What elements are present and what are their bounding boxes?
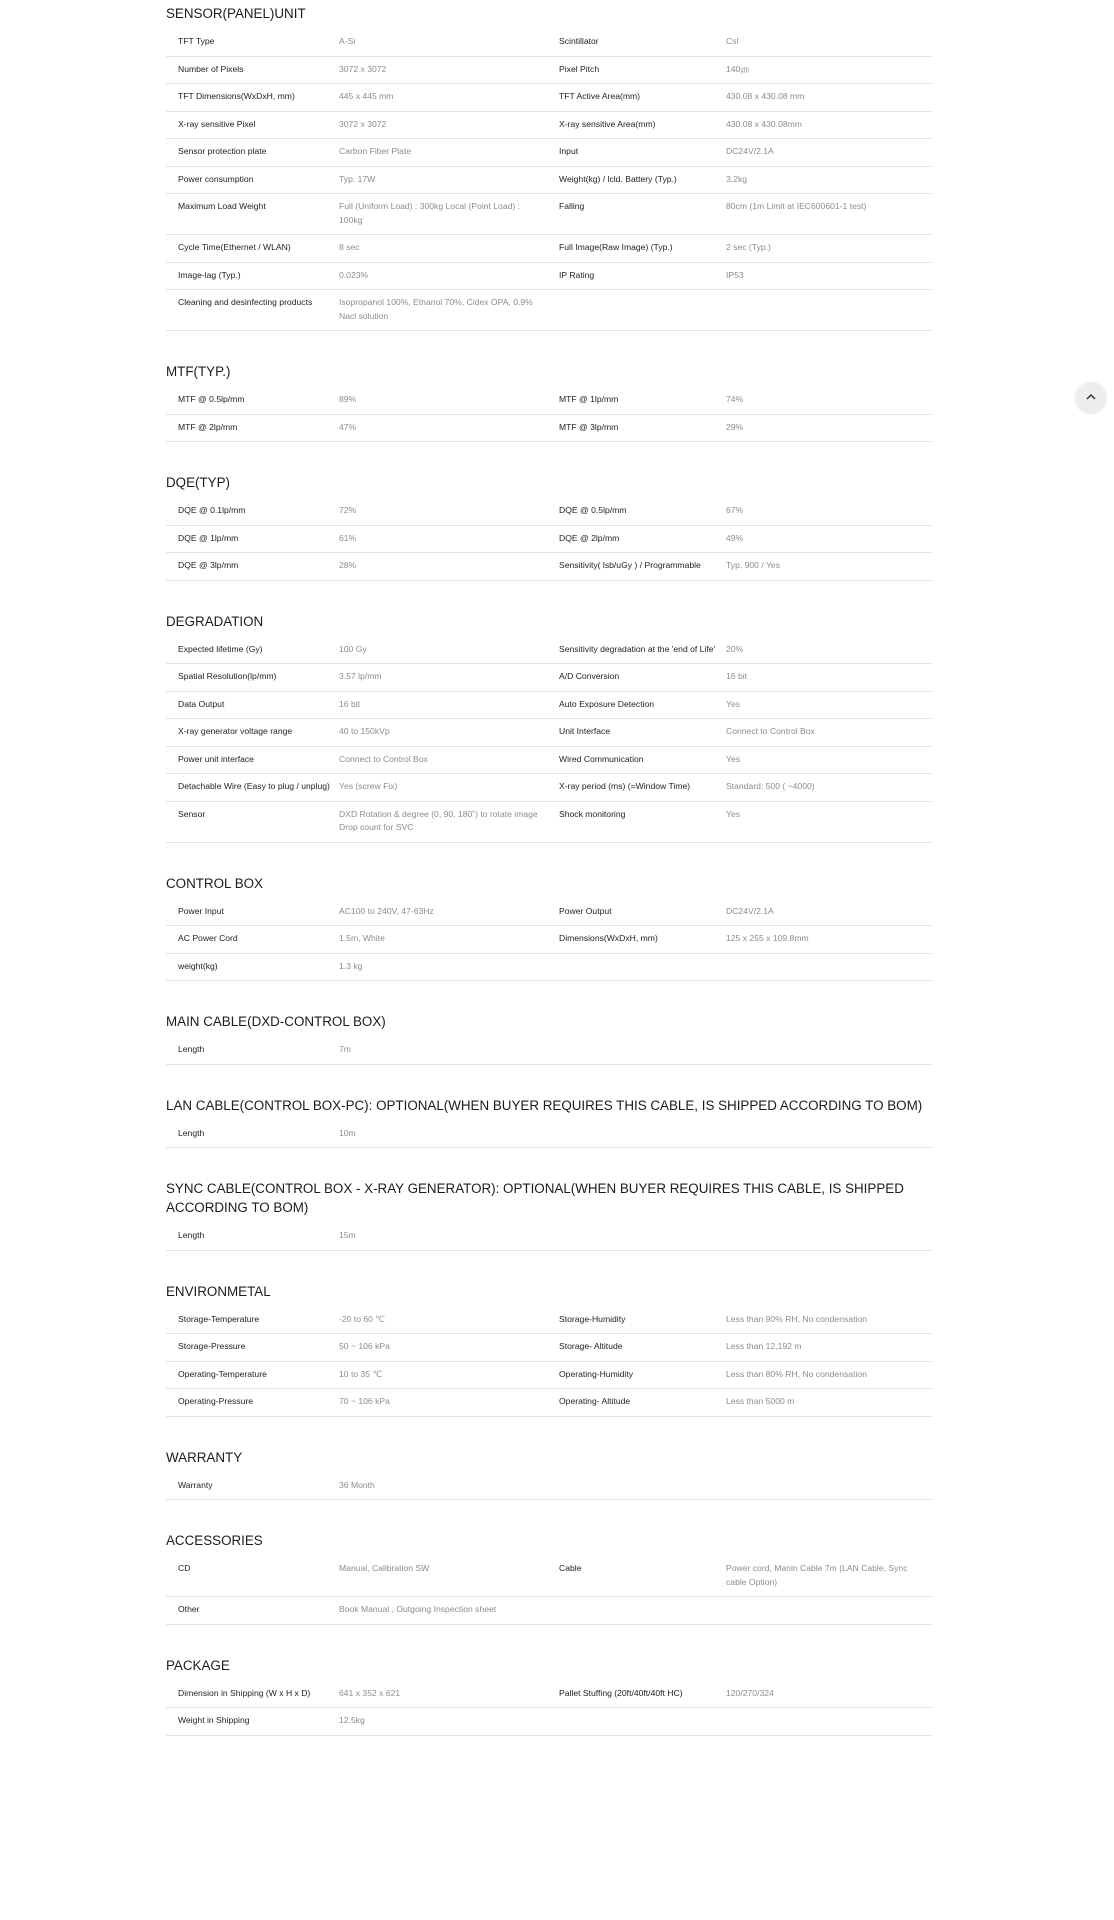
spec-label: MTF @ 1lp/mm — [559, 394, 619, 404]
spec-value: DXD Rotation & degree (0, 90, 180˚) to rotate image Drop count for SVC — [339, 808, 538, 832]
spec-value: 2 sec (Typ.) — [726, 242, 771, 252]
spec-label: Weight in Shipping — [178, 1715, 250, 1725]
spec-row — [166, 664, 932, 692]
spec-row — [166, 1556, 932, 1597]
spec-label — [556, 296, 726, 323]
spec-table — [166, 0, 932, 1763]
spec-value: A-Si — [339, 36, 356, 46]
spec-label: Storage-Humidity — [559, 1313, 626, 1324]
spec-label: Scintillator — [559, 36, 599, 46]
spec-label: X-ray generator voltage range — [178, 726, 293, 736]
spec-row — [166, 415, 932, 443]
spec-row — [166, 802, 932, 843]
spec-row — [166, 1362, 932, 1390]
spec-value: AC100 to 240V, 47-63Hz — [339, 905, 434, 916]
spec-label: weight(kg) — [178, 960, 218, 971]
spec-value: Full (Uniform Load) : 300kg Local (Point Load) : 100kg — [339, 201, 521, 225]
spec-label: Operating-Temperature — [178, 1368, 267, 1379]
spec-label: Maximum Load Weight — [178, 201, 266, 211]
spec-value — [726, 1229, 932, 1243]
spec-row — [166, 774, 932, 802]
spec-value: 72% — [339, 505, 357, 515]
spec-section — [166, 1008, 932, 1065]
spec-label: Sensor — [178, 808, 206, 819]
spec-label — [556, 1127, 726, 1141]
spec-row — [166, 553, 932, 581]
spec-value: Connect to Control Box — [339, 753, 428, 764]
chevron-up-icon — [1085, 391, 1097, 403]
spec-label: MTF @ 0.5lp/mm — [178, 394, 245, 404]
spec-label: Storage-Temperature — [178, 1313, 260, 1324]
spec-row — [166, 1121, 932, 1149]
spec-label: Falling — [559, 201, 585, 211]
spec-label: Cable — [559, 1563, 582, 1573]
spec-value: 120/270/324 — [726, 1687, 774, 1698]
spec-label: Power consumption — [178, 173, 254, 184]
spec-label: Number of Pixels — [178, 63, 244, 74]
spec-row — [166, 719, 932, 747]
spec-row — [166, 57, 932, 85]
spec-label: Storage- Altitude — [559, 1341, 623, 1351]
spec-value: 15m — [339, 1230, 356, 1240]
spec-label: Full Image(Raw Image) (Typ.) — [559, 242, 673, 252]
spec-value: Standard: 500 ( ~4000) — [726, 781, 815, 791]
spec-value: Manual, Calibration SW — [339, 1563, 430, 1573]
spec-label: DQE @ 0.1lp/mm — [178, 505, 246, 515]
spec-label: CD — [178, 1563, 191, 1573]
spec-label: Length — [178, 1044, 205, 1054]
spec-label: Image-lag (Typ.) — [178, 269, 241, 280]
spec-label: Dimensions(WxDxH, mm) — [559, 933, 658, 943]
spec-row — [166, 1334, 932, 1362]
spec-label: DQE @ 3lp/mm — [178, 560, 239, 570]
section-title: MAIN CABLE(DXD-CONTROL BOX) — [166, 1014, 386, 1029]
spec-value — [726, 1127, 932, 1141]
spec-section — [166, 1527, 932, 1625]
spec-label: Operating- Altitude — [559, 1396, 631, 1406]
spec-value: Power cord, Manin Cable 7m (LAN Cable, Sync cable Option) — [726, 1563, 908, 1587]
spec-row — [166, 1473, 932, 1501]
spec-label: Detachable Wire (Easy to plug / unplug) — [178, 781, 330, 791]
spec-row — [166, 84, 932, 112]
spec-value: 3072 x 3072 — [339, 63, 387, 74]
spec-value: 49% — [726, 532, 744, 543]
spec-label: DQE @ 2lp/mm — [559, 532, 620, 543]
spec-value: IP53 — [726, 269, 744, 280]
spec-label: Auto Exposure Detection — [559, 698, 655, 709]
spec-value — [726, 1714, 932, 1728]
spec-section — [166, 469, 932, 581]
spec-value: 40 to 150kVp — [339, 726, 390, 736]
spec-value: 10 to 35 ℃ — [339, 1368, 383, 1379]
spec-value: 125 x 255 x 109.8mm — [726, 933, 809, 943]
spec-value: Yes — [726, 753, 741, 764]
spec-label: TFT Active Area(mm) — [559, 91, 641, 101]
spec-value: CsI — [726, 36, 739, 46]
spec-row — [166, 498, 932, 526]
spec-value: Yes — [726, 808, 741, 819]
spec-label: Sensitivity( lsb/uGy ) / Programmable — [559, 560, 701, 570]
spec-row — [166, 290, 932, 331]
spec-value: 430.08 x 430.08 mm — [726, 91, 805, 101]
spec-section — [166, 1278, 932, 1417]
spec-value: 3072 x 3072 — [339, 118, 387, 129]
spec-value: Carbon Fiber Plate — [339, 146, 412, 156]
spec-label: Wired Communication — [559, 753, 644, 764]
spec-value: 0.023% — [339, 269, 369, 280]
spec-row — [166, 29, 932, 57]
spec-value: Connect to Control Box — [726, 726, 815, 736]
spec-value: Yes (screw Fix) — [339, 781, 398, 791]
section-title: ACCESSORIES — [166, 1533, 263, 1548]
spec-value: Typ. 900 / Yes — [726, 560, 780, 570]
spec-label: Cycle Time(Ethernet / WLAN) — [178, 242, 291, 252]
spec-row — [166, 194, 932, 235]
spec-value: 1.5m, White — [339, 933, 385, 943]
spec-row — [166, 637, 932, 665]
spec-value: 70 ~ 106 kPa — [339, 1396, 390, 1406]
spec-value: 10m — [339, 1127, 356, 1138]
spec-label: X-ray sensitive Pixel — [178, 118, 256, 129]
spec-value — [726, 1603, 932, 1617]
spec-value: 16 bit — [726, 671, 748, 681]
spec-label: Unit Interface — [559, 726, 611, 736]
section-title: WARRANTY — [166, 1449, 243, 1465]
spec-value — [726, 1479, 932, 1493]
spec-value — [726, 296, 932, 323]
spec-row — [166, 692, 932, 720]
spec-label: Length — [178, 1230, 205, 1240]
spec-label: Power Input — [178, 905, 224, 916]
spec-label: A/D Conversion — [559, 671, 620, 681]
spec-label: Storage-Pressure — [178, 1341, 246, 1351]
spec-row — [166, 1597, 932, 1625]
section-title: SENSOR(PANEL)UNIT — [166, 6, 306, 21]
spec-label: Dimension in Shipping (W x H x D) — [178, 1687, 311, 1698]
spec-value: 29% — [726, 421, 744, 432]
spec-value: 80cm (1m Limit at IEC600601-1 test) — [726, 201, 867, 211]
spec-section — [166, 358, 932, 442]
spec-label: Power Output — [559, 905, 612, 916]
spec-row — [166, 899, 932, 927]
spec-label: Cleaning and desinfecting products — [178, 297, 313, 307]
spec-value: 641 x 352 x 621 — [339, 1687, 401, 1698]
spec-value: Yes — [726, 698, 741, 709]
spec-label: Input — [559, 146, 579, 156]
spec-label: X-ray sensitive Area(mm) — [559, 118, 656, 129]
spec-label — [556, 960, 726, 974]
scroll-to-top-button[interactable] — [1076, 382, 1106, 412]
section-title: ENVIRONMETAL — [166, 1283, 271, 1299]
spec-label: Operating-Humidity — [559, 1368, 634, 1379]
spec-label: Expected lifetime (Gy) — [178, 643, 263, 654]
spec-value: DC24V/2.1A — [726, 146, 774, 156]
spec-label — [556, 1714, 726, 1728]
spec-value: Isopropanol 100%, Ethanol 70%, Cidex OPA, 0.9% Nacl solution — [339, 297, 533, 321]
section-title: PACKAGE — [166, 1657, 230, 1673]
spec-label: Pallet Stuffing (20ft/40ft/40ft HC) — [559, 1687, 683, 1698]
spec-section — [166, 1175, 932, 1251]
spec-label: Operating-Pressure — [178, 1396, 253, 1406]
spec-label — [556, 1479, 726, 1493]
spec-row — [166, 926, 932, 954]
spec-label: Weight(kg) / lcld. Battery (Typ.) — [559, 173, 677, 184]
section-title: SYNC CABLE(CONTROL BOX - X-RAY GENERATOR): OPTIONAL(WHEN BUYER REQUIRES THIS CABLE, IS SHIPPED ACCORDING TO BOM) — [166, 1181, 904, 1215]
spec-row — [166, 1389, 932, 1417]
spec-label — [556, 1229, 726, 1243]
spec-label: AC Power Cord — [178, 933, 238, 943]
spec-value: 100 Gy — [339, 643, 367, 654]
spec-section — [166, 1652, 932, 1736]
spec-value: Book Manual , Outgoing Inspection sheet — [339, 1604, 497, 1614]
spec-label: X-ray period (ms) (=Window Time) — [559, 781, 691, 791]
spec-row — [166, 387, 932, 415]
spec-value: 74% — [726, 394, 744, 404]
spec-section — [166, 0, 932, 331]
spec-label: Spatial Resolution(lp/mm) — [178, 671, 277, 681]
spec-label: MTF @ 3lp/mm — [559, 421, 619, 432]
spec-row — [166, 1708, 932, 1736]
spec-label — [556, 1043, 726, 1057]
section-title: MTF(TYP.) — [166, 364, 231, 379]
spec-row — [166, 1037, 932, 1065]
spec-label: DQE @ 1lp/mm — [178, 532, 239, 543]
section-title: LAN CABLE(CONTROL BOX-PC): OPTIONAL(WHEN BUYER REQUIRES THIS CABLE, IS SHIPPED ACCORDING TO BOM) — [166, 1097, 923, 1113]
spec-label: IP Rating — [559, 269, 595, 280]
spec-label: TFT Dimensions(WxDxH, mm) — [178, 91, 295, 101]
spec-section — [166, 608, 932, 843]
spec-value: 28% — [339, 560, 357, 570]
spec-label: Shock monitoring — [559, 808, 626, 819]
spec-label: Other — [178, 1604, 200, 1614]
spec-value: 61% — [339, 532, 357, 543]
spec-value: 12.5kg — [339, 1715, 365, 1725]
spec-value: Less than 80% RH, No condensation — [726, 1368, 867, 1379]
spec-label: MTF @ 2lp/mm — [178, 421, 238, 432]
section-title: DEGRADATION — [166, 613, 264, 629]
spec-label: Pixel Pitch — [559, 63, 600, 74]
spec-value: 445 x 445 mm — [339, 91, 394, 101]
spec-value: 1.3 kg — [339, 960, 363, 971]
spec-value: DC24V/2.1A — [726, 905, 774, 916]
spec-row — [166, 1223, 932, 1251]
spec-value — [726, 1043, 932, 1057]
spec-label: Power unit interface — [178, 753, 254, 764]
spec-label — [556, 1603, 726, 1617]
spec-value: Less than 5000 m — [726, 1396, 795, 1406]
spec-value: Typ. 17W — [339, 173, 376, 184]
spec-label: TFT Type — [178, 36, 215, 46]
spec-label: DQE @ 0.5lp/mm — [559, 505, 627, 515]
spec-value: 3.57 lp/mm — [339, 671, 382, 681]
spec-label: Length — [178, 1127, 205, 1138]
spec-row — [166, 1681, 932, 1709]
spec-label: Sensitivity degradation at the 'end of Life' — [559, 643, 716, 654]
spec-row — [166, 747, 932, 775]
spec-label: Sensor protection plate — [178, 146, 267, 156]
spec-value: 67% — [726, 505, 744, 515]
spec-value: 89% — [339, 394, 357, 404]
spec-row — [166, 1307, 932, 1335]
spec-section — [166, 870, 932, 982]
spec-value: 3.2kg — [726, 173, 748, 184]
spec-label: Warranty — [178, 1479, 213, 1490]
spec-value: -20 to 60 ℃ — [339, 1313, 385, 1324]
spec-row — [166, 263, 932, 291]
spec-row — [166, 954, 932, 982]
spec-value: 430.08 x 430.08mm — [726, 118, 802, 129]
spec-section — [166, 1444, 932, 1501]
spec-value: 140㎛ — [726, 63, 749, 74]
spec-value: Less than 90% RH, No condensation — [726, 1313, 867, 1324]
spec-row — [166, 167, 932, 195]
spec-row — [166, 112, 932, 140]
spec-value — [726, 960, 932, 974]
spec-value: 50 ~ 106 kPa — [339, 1341, 390, 1351]
spec-label: Data Output — [178, 698, 225, 709]
spec-value: 20% — [726, 643, 744, 654]
spec-row — [166, 139, 932, 167]
spec-value: 36 Month — [339, 1479, 375, 1490]
section-title: DQE(TYP) — [166, 475, 230, 490]
spec-row — [166, 235, 932, 263]
spec-section — [166, 1092, 932, 1149]
spec-value: 47% — [339, 421, 357, 432]
spec-value: 16 bit — [339, 698, 361, 709]
spec-value: 7m — [339, 1044, 351, 1054]
section-title: CONTROL BOX — [166, 875, 263, 891]
spec-value: 8 sec — [339, 242, 360, 252]
spec-value: Less than 12,192 m — [726, 1341, 802, 1351]
spec-row — [166, 526, 932, 554]
